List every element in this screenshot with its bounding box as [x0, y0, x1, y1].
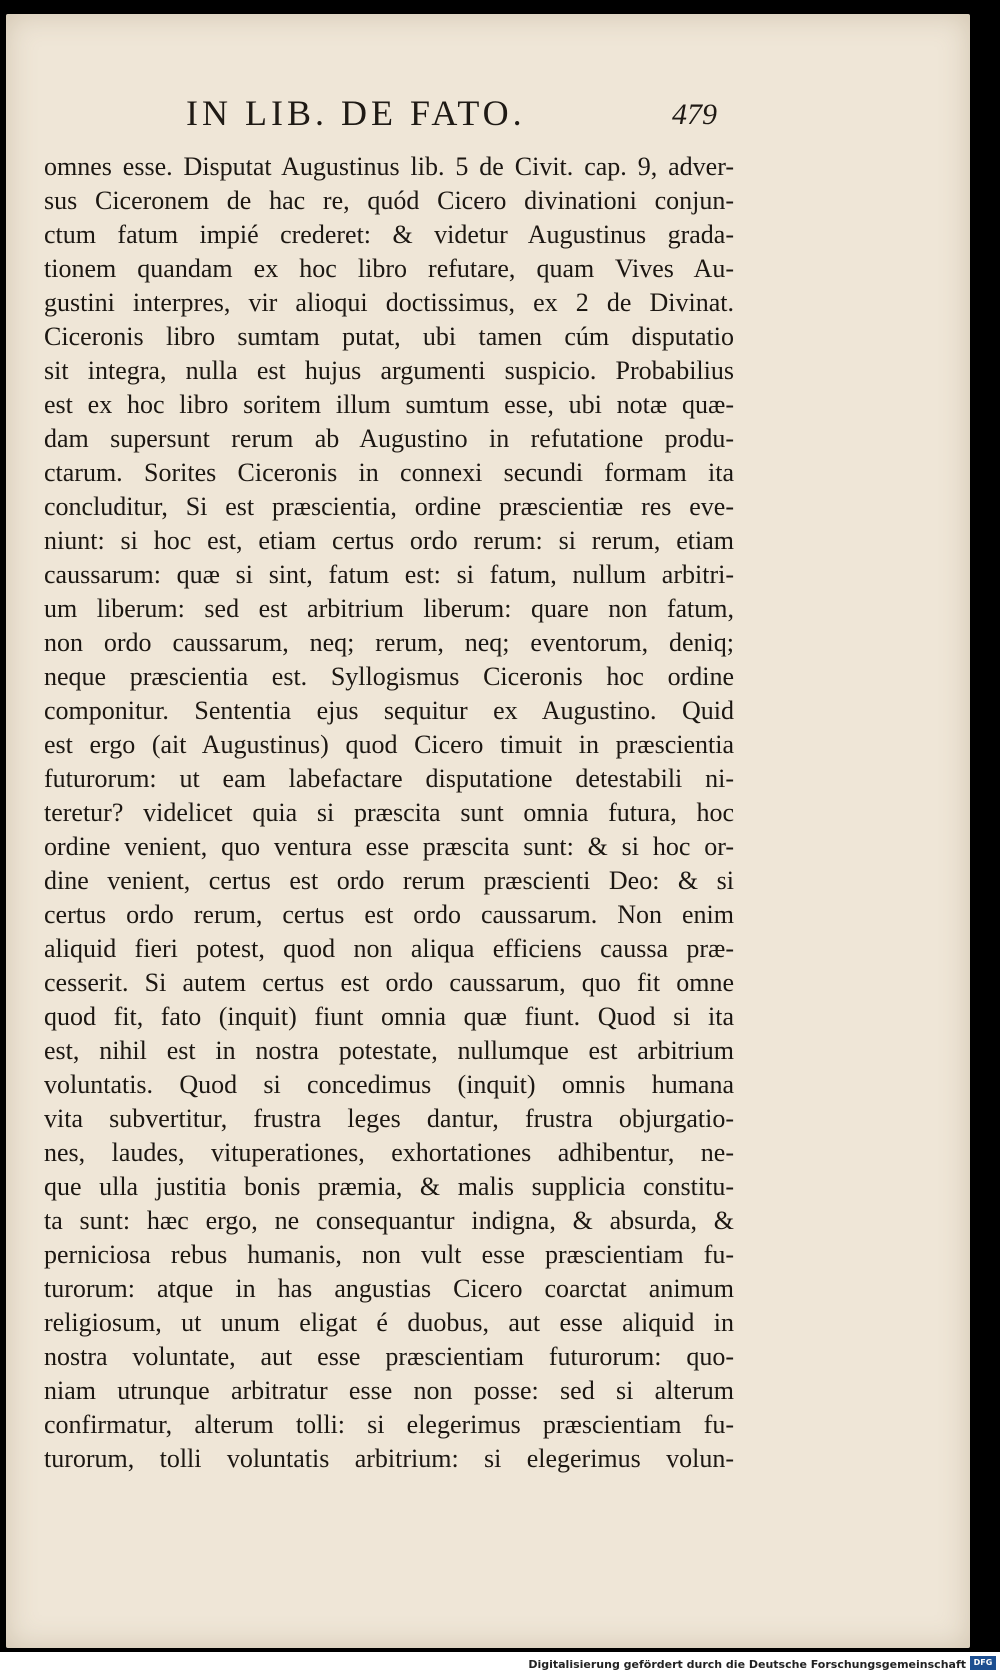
book-page: [6, 14, 970, 1648]
text-line: cesserit. Si autem certus est ordo caussarum, quo fit omne: [44, 968, 734, 997]
text-line: neque præscientia est. Syllogismus Ciceronis hoc ordine: [44, 662, 734, 691]
text-line: certus ordo rerum, certus est ordo caussarum. Non enim: [44, 900, 734, 929]
text-line: vita subvertitur, frustra leges dantur, frustra objurgatio-: [44, 1104, 734, 1133]
text-line: nes, laudes, vituperationes, exhortationes adhibentur, ne-: [44, 1138, 734, 1167]
text-line: que ulla justitia bonis præmia, & malis supplicia constitu-: [44, 1172, 734, 1201]
text-line: Ciceronis libro sumtam putat, ubi tamen cúm disputatio: [44, 322, 734, 351]
text-line: voluntatis. Quod si concedimus (inquit) omnis humana: [44, 1070, 734, 1099]
text-line: religiosum, ut unum eligat é duobus, aut esse aliquid in: [44, 1308, 734, 1337]
text-line: quod fit, fato (inquit) fiunt omnia quæ fiunt. Quod si ita: [44, 1002, 734, 1031]
text-line: sit integra, nulla est hujus argumenti suspicio. Probabilius: [44, 356, 734, 385]
dfg-logo-icon: DFG: [970, 1656, 996, 1670]
text-line: niam utrunque arbitratur esse non posse: sed si alterum: [44, 1376, 734, 1405]
text-line: aliquid fieri potest, quod non aliqua efficiens caussa præ-: [44, 934, 734, 963]
text-line: est ergo (ait Augustinus) quod Cicero timuit in præscientia: [44, 730, 734, 759]
body-text: [44, 150, 734, 1476]
text-line: caussarum: quæ si sint, fatum est: si fatum, nullum arbitri-: [44, 560, 734, 589]
text-line: ordine venient, quo ventura esse præscita sunt: & si hoc or-: [44, 832, 734, 861]
text-line: est, nihil est in nostra potestate, nullumque est arbitrium: [44, 1036, 734, 1065]
text-line: perniciosa rebus humanis, non vult esse præscientiam fu-: [44, 1240, 734, 1269]
text-line: dam supersunt rerum ab Augustino in refutatione produ-: [44, 424, 734, 453]
footer-credit: Digitalisierung gefördert durch die Deutsche Forschungsgemeinschaft: [528, 1658, 966, 1671]
digitization-footer: [0, 1652, 1000, 1674]
text-line: est ex hoc libro soritem illum sumtum esse, ubi notæ quæ-: [44, 390, 734, 419]
text-line: nostra voluntate, aut esse præscientiam futurorum: quo-: [44, 1342, 734, 1371]
text-line: futurorum: ut eam labefactare disputatione detestabili ni-: [44, 764, 734, 793]
text-line: ta sunt: hæc ergo, ne consequantur indigna, & absurda, &: [44, 1206, 734, 1235]
text-line: sus Ciceronem de hac re, quód Cicero divinationi conjun-: [44, 186, 734, 215]
text-line: dine venient, certus est ordo rerum præscienti Deo: & si: [44, 866, 734, 895]
text-line: turorum: atque in has angustias Cicero coarctat animum: [44, 1274, 734, 1303]
text-line: gustini interpres, vir alioqui doctissimus, ex 2 de Divinat.: [44, 288, 734, 317]
text-line: concluditur, Si est præscientia, ordine præscientiæ res eve-: [44, 492, 734, 521]
text-line: ctum fatum impié crederet: & videtur Augustinus grada-: [44, 220, 734, 249]
page-number: 479: [672, 98, 717, 131]
page-title: IN LIB. DE FATO.: [186, 93, 526, 133]
text-line: teretur? videlicet quia si præscita sunt omnia futura, hoc: [44, 798, 734, 827]
text-line: niunt: si hoc est, etiam certus ordo rerum: si rerum, etiam: [44, 526, 734, 555]
text-line: ctarum. Sorites Ciceronis in connexi secundi formam ita: [44, 458, 734, 487]
text-line: componitur. Sententia ejus sequitur ex Augustino. Quid: [44, 696, 734, 725]
text-line: non ordo caussarum, neq; rerum, neq; eventorum, deniq;: [44, 628, 734, 657]
text-line: um liberum: sed est arbitrium liberum: quare non fatum,: [44, 594, 734, 623]
text-line: tionem quandam ex hoc libro refutare, quam Vives Au-: [44, 254, 734, 283]
text-line: turorum, tolli voluntatis arbitrium: si elegerimus volun-: [44, 1444, 734, 1473]
running-header: [6, 92, 970, 140]
text-line: confirmatur, alterum tolli: si elegerimus præscientiam fu-: [44, 1410, 734, 1439]
text-line: omnes esse. Disputat Augustinus lib. 5 de Civit. cap. 9, adver-: [44, 152, 734, 181]
